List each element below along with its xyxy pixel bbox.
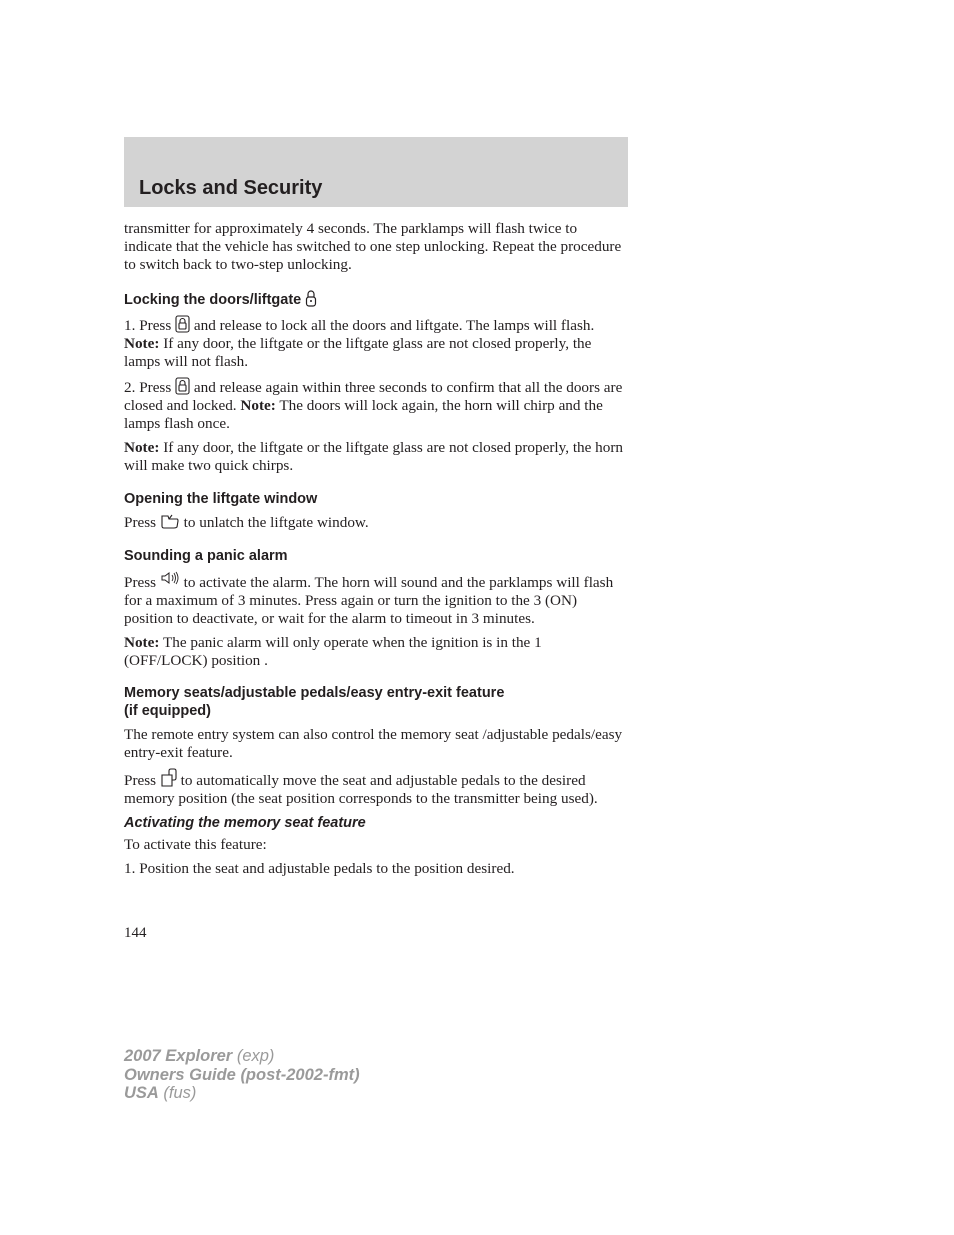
lock-icon xyxy=(305,289,317,307)
heading-activating-memory: Activating the memory seat feature xyxy=(124,815,366,831)
memory-paragraph-1: The remote entry system can also control the memory seat /adjustable pedals/easy entry-exit feature. xyxy=(124,726,623,761)
activating-paragraph-2: 1. Position the seat and adjustable pedals to the position desired. xyxy=(124,860,515,877)
page-title: Locks and Security xyxy=(139,177,323,199)
lock-icon xyxy=(175,315,190,333)
memory-seat-icon xyxy=(160,768,177,788)
heading-locking: Locking the doors/liftgate xyxy=(124,289,628,309)
header-band xyxy=(124,137,628,207)
footer-line-2: Owners Guide (post-2002-fmt) xyxy=(124,1065,360,1084)
page-number: 144 xyxy=(124,925,147,941)
panic-note: Note: The panic alarm will only operate when the ignition is in the 1 (OFF/LOCK) position . xyxy=(124,634,542,669)
lock-icon xyxy=(175,377,190,395)
footer-doc-info xyxy=(124,1047,360,1103)
liftgate-window-paragraph: Press to unlatch the liftgate window. xyxy=(124,514,369,531)
liftgate-icon xyxy=(160,514,180,530)
heading-liftgate-window: Opening the liftgate window xyxy=(124,491,318,507)
footer-line-3: USA (fus) xyxy=(124,1084,197,1102)
footer-line-1: 2007 Explorer (exp) xyxy=(124,1047,275,1065)
locking-step2: 2. Press and release again within three seconds to confirm that all the doors are closed and locked. Note: The doors will lock again, the horn will chirp and the lamps flash once. xyxy=(124,379,623,432)
locking-step1: 1. Press and release to lock all the doors and liftgate. The lamps will flash. Note: If any door, the liftgate or the liftgate glass are not closed properly, the lamps will not flash. xyxy=(124,317,595,370)
locking-note: Note: If any door, the liftgate or the liftgate glass are not closed properly, the horn will make two quick chirps. xyxy=(124,439,624,474)
page-content xyxy=(124,220,628,884)
heading-memory-seats: Memory seats/adjustable pedals/easy entry-exit feature (if equipped) xyxy=(124,685,505,719)
intro-paragraph: transmitter for approximately 4 seconds. The parklamps will flash twice to indicate that the vehicle has switched to one step unlocking. Repeat the procedure to switch back to two-step unlocking. xyxy=(124,220,622,273)
panic-paragraph: Press to activate the alarm. The horn will sound and the parklamps will flash for a maximum of 3 minutes. Press again or turn the ignition to the 3 (ON) position to deactivate, or wait for the alarm to timeout in 3 minutes. xyxy=(124,571,628,628)
activating-paragraph-1: To activate this feature: xyxy=(124,836,267,853)
panic-horn-icon xyxy=(160,571,180,585)
memory-paragraph-2: Press to automatically move the seat and adjustable pedals to the desired memory position (the seat position corresponds to the transmitter being used). xyxy=(124,768,628,808)
heading-panic-alarm: Sounding a panic alarm xyxy=(124,548,288,564)
